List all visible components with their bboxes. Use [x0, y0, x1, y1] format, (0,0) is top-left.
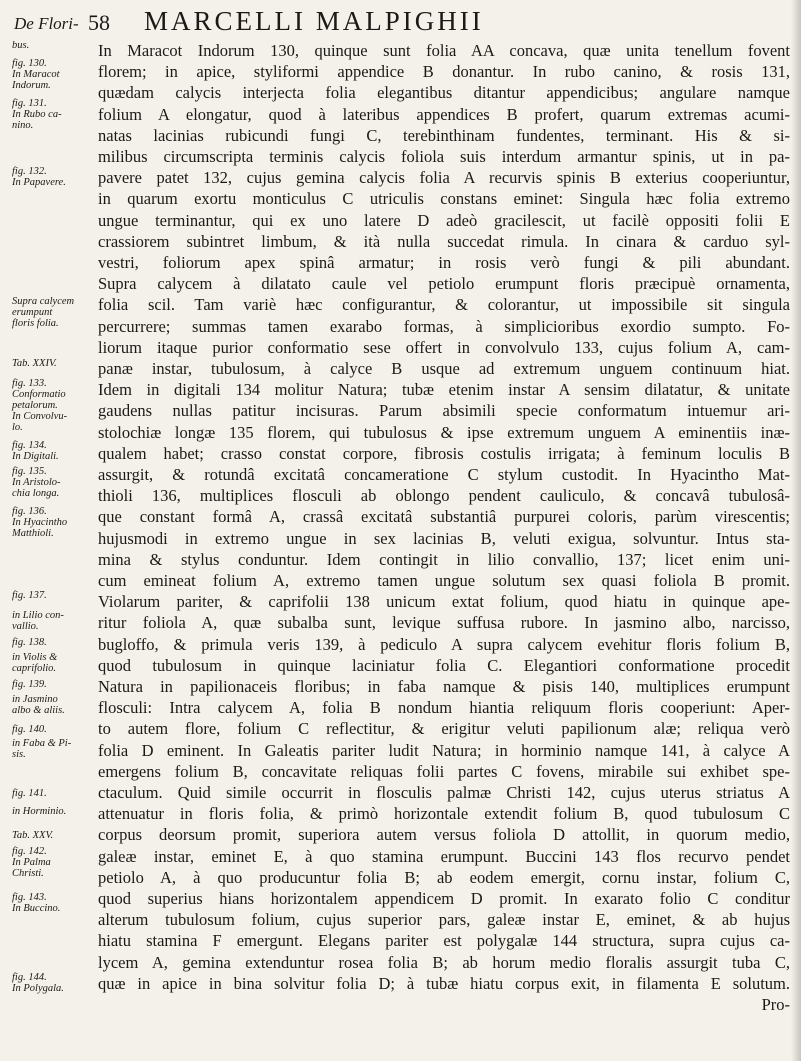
margin-note: fig. 140. — [12, 724, 47, 735]
page-header — [0, 6, 801, 40]
text-line: quædam calycis interjecta folia elegantibus ditantur appendicibus; angulare namque — [98, 83, 790, 103]
text-line: hujusmodi in extremo ungue in sex lacinias B, veluti exigua, solvuntur. Intus sta- — [98, 528, 790, 548]
text-line: qualem habet; crasso constat corpore, fibrosis costulis irrigata; à feminum loculis B — [98, 443, 790, 463]
margin-note: erumpunt — [12, 307, 53, 318]
text-line: petiolo A, à quo producuntur folia B; ab eodem emergit, cornu instar, folium C, — [98, 867, 790, 887]
running-head: De Flori- — [14, 14, 79, 33]
margin-note: Conformatio — [12, 389, 66, 400]
margin-note: nino. — [12, 120, 34, 131]
text-line: natas lacinias rubicundi fungi C, terebinthinam fundentes, terminant. His & si- — [98, 125, 790, 145]
margin-note: fig. 139. — [12, 679, 47, 690]
body-text — [98, 40, 790, 1050]
margin-note: fig. 137. — [12, 590, 47, 601]
margin-note: In Hyacintho — [12, 517, 68, 528]
text-line: panæ instar, tubulosum, à calyce B usque ad extremum unguem continuum hiat. — [98, 359, 790, 378]
margin-note: in Jasmino — [12, 694, 58, 705]
margin-note: In Palma — [12, 857, 51, 868]
margin-note: vallio. — [12, 621, 39, 632]
margin-note: in Lilio con- — [12, 610, 64, 621]
text-line: florem; in apice, styliformi appendice B donantur. In rubo canino, & rosis 131, — [98, 62, 790, 82]
text-line: percurrere; summas tamen exarabo formas, à simplicioribus exordio sumpto. Fo- — [98, 316, 790, 336]
margin-note: chia longa. — [12, 488, 60, 499]
margin-note: Christi. — [12, 868, 44, 879]
text-line: que constant formâ A, crassâ excitatâ substantiâ purpurei coloris, parùm virescentis; — [98, 507, 790, 527]
margin-note: fig. 136. — [12, 506, 47, 517]
margin-note: In Digitali. — [12, 451, 59, 462]
text-line: Natura in papilionaceis floribus; in faba namque & pisis 140, multiplices erumpunt — [98, 677, 790, 696]
margin-note: fig. 141. — [12, 788, 47, 799]
text-line: cum emineat folium A, extremo tamen ungue solutum sex quasi foliola B promit. — [98, 571, 790, 590]
margin-note: caprifolio. — [12, 663, 57, 674]
text-line: attenuatur in floris folia, & primò horizontale extendit folium B, quod tubulosum C — [98, 804, 790, 824]
text-line: ctaculum. Quid simile occurrit in flosculis palmæ Christi 142, cujus uterus striatus A — [98, 783, 790, 802]
margin-note: Supra calycem — [12, 296, 75, 307]
text-line: liorum itaque purior conformatio sese offert in convolvulo 133, cujus folium A, cam- — [98, 337, 790, 357]
text-line: lycem A, gemina extenduntur rosea folia B; ab horum medio floralis assurgit tuba C, — [98, 952, 790, 972]
margin-note: in Violis & — [12, 652, 58, 663]
margin-note: floris folia. — [12, 318, 59, 329]
margin-notes — [12, 40, 98, 1060]
text-line: In Maracot Indorum 130, quinque sunt folia AA concava, quæ unita tenellum fovent — [98, 41, 790, 60]
text-line: quod tubulosum in quinque laciniatur folia C. Elegantiori conformatione procedit — [98, 655, 790, 675]
margin-note: fig. 132. — [12, 166, 47, 177]
text-line: corpus deorsum promit, superiora autem versus foliola D attollit, in quorum medio, — [98, 825, 790, 845]
page-title: MARCELLI MALPIGHII — [144, 6, 484, 36]
margin-note: Matthioli. — [12, 528, 54, 539]
text-line: vestri, foliorum apex spinâ armatur; in rosis verò fungi & pili abundant. — [98, 253, 790, 272]
margin-note: sis. — [12, 749, 26, 760]
text-line: alterum tubulosum folium, cujus superior pars, galeæ instar E, eminet, & ab hujus — [98, 910, 790, 930]
text-line: bugloffo, & primula veris 139, à pediculo A supra calycem evehitur floris folium B, — [98, 634, 790, 654]
margin-note: fig. 133. — [12, 378, 47, 389]
text-line: stolochiæ longæ 135 florem, qui tubulosus & ipse extremum unguem A eminentiis inæ- — [98, 422, 790, 442]
text-line: assurgit, & rotundâ excitatâ concameratione C stylum custodit. In Hyacintho Mat- — [98, 465, 790, 484]
margin-note: In Papavere. — [12, 177, 66, 188]
margin-note: In Aristolo- — [12, 477, 61, 488]
margin-note: petalorum. — [12, 400, 58, 411]
text-line: hiatu stamina F emergunt. Elegans pariter est polygalæ 144 structura, supra cujus ca- — [98, 931, 790, 951]
margin-note: fig. 143. — [12, 892, 47, 903]
margin-note: albo & aliis. — [12, 705, 65, 716]
margin-note: fig. 142. — [12, 846, 47, 857]
margin-note: lo. — [12, 422, 23, 433]
text-line: thioli 136, multiplices flosculi ab oblongo pendent cauliculo, & concavâ tubulosâ- — [98, 486, 790, 506]
text-line: folia scil. Tam variè hæc configurantur, & colorantur, ut impossibile sit singula — [98, 295, 790, 315]
text-line: Pro- — [761, 995, 790, 1014]
text-line: to autem flore, folium C reflectitur, & erigitur veluti papilionum alæ; reliqua verò — [98, 719, 790, 739]
margin-note: fig. 131. — [12, 98, 47, 109]
text-line: folium A elongatur, quod à lateribus appendices B profert, quarum extremas acumi- — [98, 104, 790, 124]
page-edge-shadow — [791, 0, 801, 1061]
margin-note: fig. 134. — [12, 440, 47, 451]
margin-note: In Polygala. — [12, 983, 64, 994]
margin-note: In Maracot — [12, 69, 60, 80]
text-line: quæ in apice in bina solvitur folia D; à tubæ hiatu corpus exit, in filamenta E solutum. — [98, 973, 790, 993]
text-line: ritur foliola A, quæ subalba sunt, levique suffusa rubore. In jasmino albo, narcisso, — [98, 613, 790, 633]
margin-note: fig. 130. — [12, 58, 47, 69]
text-line: pavere patet 132, cujus gemina calycis folia A recurvis spinis B exterius cooperiuntur, — [98, 168, 790, 188]
margin-note: fig. 144. — [12, 972, 47, 983]
text-line: flosculi: Intra calycem A, folia B nondum hiantia reliquum floris cooperiunt: Aper- — [98, 698, 790, 718]
margin-note: Indorum. — [12, 80, 51, 91]
margin-note: Tab. XXIV. — [12, 358, 57, 369]
page-number: 58 — [88, 10, 110, 35]
text-line: quod superius hians horizontalem appendicem D promit. In exarato folio C conditur — [98, 889, 790, 908]
margin-note: In Rubo ca- — [12, 109, 62, 120]
text-line: folia D eminent. In Galeatis pariter ludit Natura; in horminio namque 141, à calyce A — [98, 740, 790, 760]
text-line: emergens folium B, concavitate reliquas folii partes C fovens, mirabile sui exhibet spe- — [98, 761, 790, 781]
text-line: Violarum pariter, & caprifolii 138 unicum extat folium, quod hiatu in quinque ape- — [98, 592, 790, 612]
text-line: in quarum exortu monticulus C utriculis constans eminet: Singula hæc folia extremo — [98, 189, 790, 209]
text-line: ungue terminantur, qui ex uno latere D adeò gracilescit, ut facilè oppositi folii E — [98, 210, 790, 230]
margin-note: Tab. XXV. — [12, 830, 54, 841]
text-line: gaudens nullas patitur incisuras. Parum absimili specie conformatum intuemur ari- — [98, 401, 790, 421]
margin-note: bus. — [12, 40, 30, 51]
margin-note: in Faba & Pi- — [12, 738, 72, 749]
text-line: Supra calycem à dilatato caule vel petiolo erumpunt floris præcipuè ornamenta, — [98, 274, 790, 294]
text-line: Idem in digitali 134 molitur Natura; tubæ etenim instar A sensim dilatatur, & unitate — [98, 380, 790, 400]
text-line: crassiorem subintret limbum, & ità nulla succedat rimula. In cinara & carduo syl- — [98, 231, 790, 251]
margin-note: fig. 135. — [12, 466, 47, 477]
text-line: milibus circumscripta terminis calycis foliola suis interdum armantur spinis, ut in pa- — [98, 147, 790, 166]
margin-note: In Convolvu- — [12, 411, 68, 422]
text-line: galeæ instar, eminet E, à quo stamina erumpunt. Buccini 143 flos recurvo pendet — [98, 846, 790, 866]
text-line: mina & stylus conduntur. Idem contingit in lilio convallio, 137; licet enim uni- — [98, 549, 790, 569]
margin-note: in Horminio. — [12, 806, 67, 817]
margin-note: In Buccino. — [12, 903, 61, 914]
margin-note: fig. 138. — [12, 637, 47, 648]
